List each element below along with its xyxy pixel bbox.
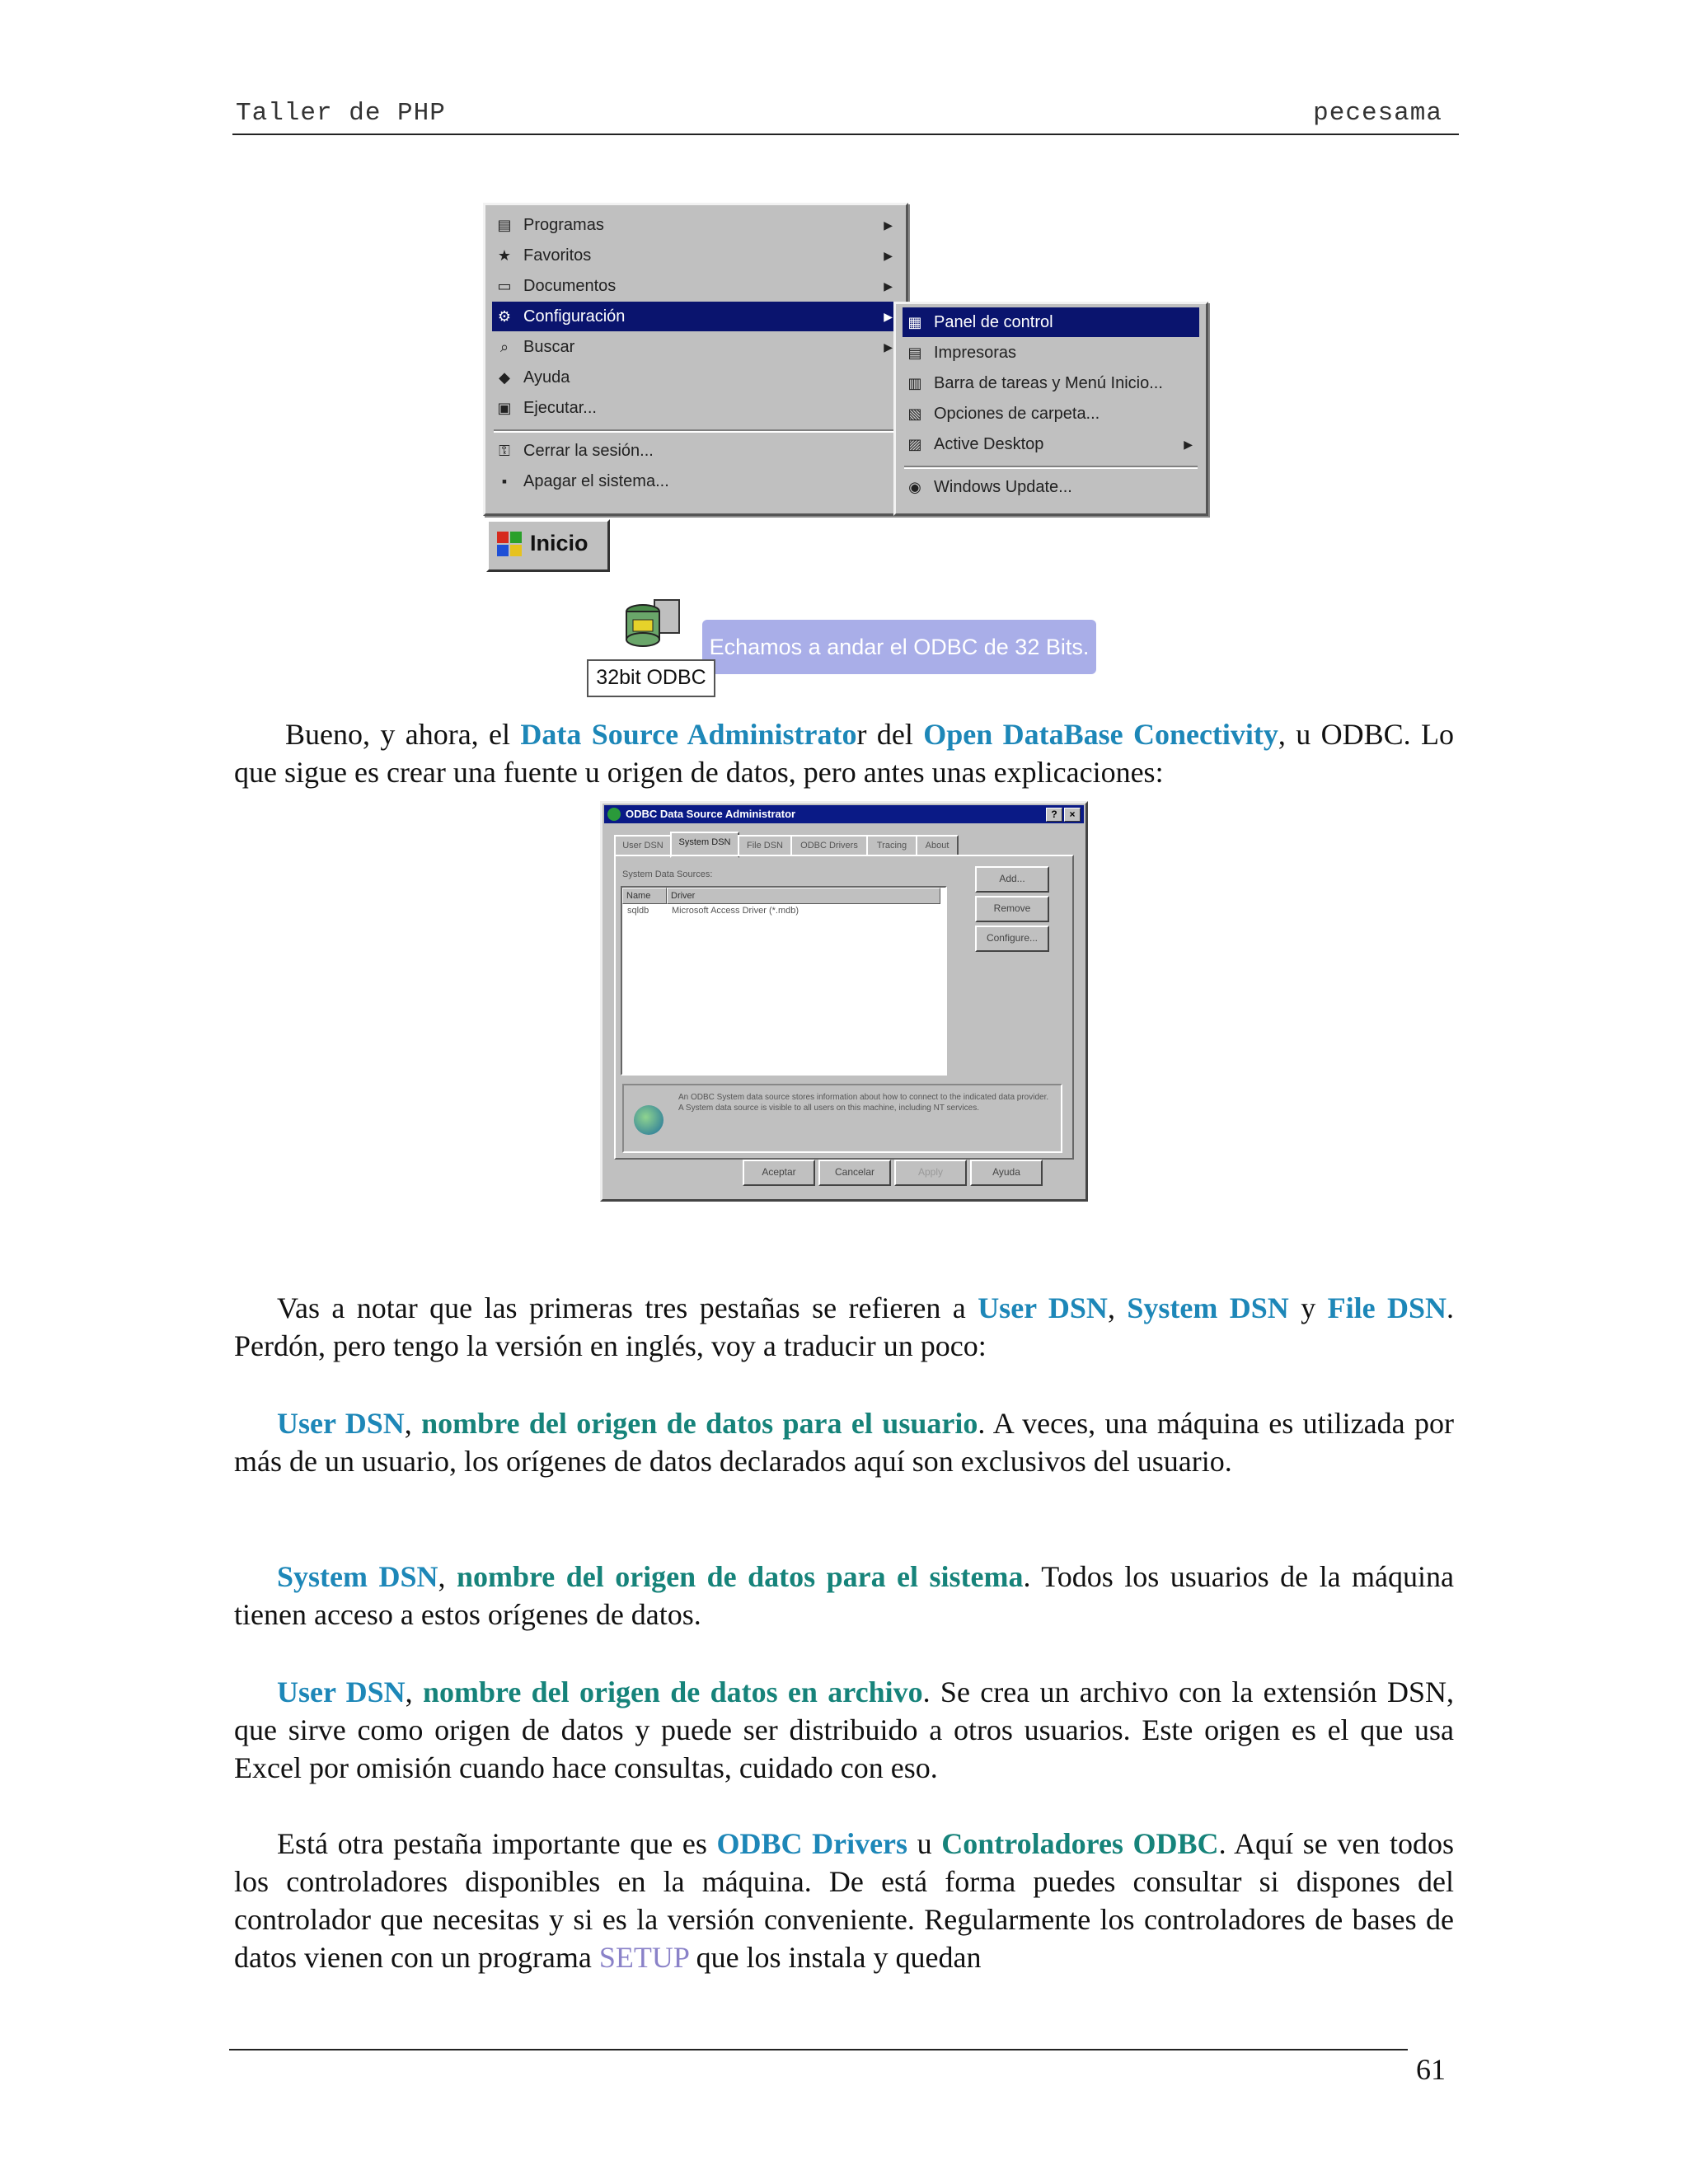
remove-button[interactable]: Remove <box>975 896 1049 922</box>
odbc-globe-icon <box>607 808 621 821</box>
settings-submenu <box>893 302 1208 516</box>
submenu-item-folder-options[interactable]: ▧ Opciones de carpeta... <box>903 399 1199 429</box>
list-label: System Data Sources: <box>622 869 713 879</box>
highlight-system-dsn: System DSN <box>1127 1291 1289 1324</box>
submenu-item-printers[interactable]: ▤ Impresoras <box>903 338 1199 368</box>
header-left-title: Taller de PHP <box>236 99 446 128</box>
highlight-system-dsn-description: nombre del origen de datos para el sistema <box>456 1560 1024 1593</box>
tab-tracing[interactable]: Tracing <box>866 835 917 856</box>
highlight-file-dsn-description: nombre del origen de datos en archivo <box>422 1675 923 1708</box>
highlight-setup: SETUP <box>598 1941 689 1974</box>
list-item-name[interactable]: sqldb <box>627 906 649 916</box>
odbc-dialog <box>600 801 1088 1202</box>
highlight-odbc-drivers: ODBC Drivers <box>716 1827 908 1860</box>
logoff-icon: ⚿ <box>499 443 510 459</box>
odbc-icon[interactable] <box>618 595 684 657</box>
dialog-title: ODBC Data Source Administrator <box>626 808 796 820</box>
paragraph-tabs: Vas a notar que las primeras tres pestañas se refieren a User DSN, System DSN y File DSN. Perdón, pero tengo la versión en inglés, voy a traducir un poco: <box>234 1291 1455 1362</box>
data-source-list[interactable] <box>621 886 947 1076</box>
paragraph-file-dsn: User DSN, nombre del origen de datos en archivo. Se crea un archivo con la extensión DSN, que sirve como origen de datos y puede ser distribuido a otros usuarios. Este origen es el que usa Excel por omisión cuando hace consultas, cuidado con eso. <box>234 1675 1454 1784</box>
apply-button[interactable]: Apply <box>894 1160 967 1186</box>
list-item-driver[interactable]: Microsoft Access Driver (*.mdb) <box>672 906 799 916</box>
submenu-arrow-icon: ▶ <box>884 218 893 232</box>
highlight-open-database-connectivity: Open DataBase Conectivity <box>923 718 1278 751</box>
menu-item-favorites[interactable]: ★ Favoritos ▶ <box>492 241 899 270</box>
highlight-user-dsn: User DSN <box>277 1675 406 1708</box>
menu-separator <box>494 429 898 433</box>
highlight-controladores-odbc: Controladores ODBC <box>941 1827 1219 1860</box>
tab-about[interactable]: About <box>916 835 959 856</box>
help-button[interactable]: ? <box>1046 808 1062 822</box>
highlight-user-dsn: User DSN <box>277 1407 405 1440</box>
close-button[interactable]: × <box>1064 808 1081 822</box>
highlight-user-dsn: User DSN <box>978 1291 1108 1324</box>
start-menu <box>483 203 908 516</box>
odbc-callout: Echamos a andar el ODBC de 32 Bits. <box>702 620 1096 674</box>
start-button-label: Inicio <box>530 531 588 555</box>
paragraph-user-dsn: User DSN, nombre del origen de datos para el usuario. A veces, una máquina es utilizada por más de un usuario, los orígenes de datos declarados aquí son exclusivos del usuario. <box>234 1407 1454 1478</box>
highlight-system-dsn: System DSN <box>277 1560 438 1593</box>
tab-user-dsn[interactable]: User DSN <box>614 835 672 856</box>
column-header-name[interactable]: Name <box>622 888 667 904</box>
paragraph-odbc-drivers: Está otra pestaña importante que es ODBC Drivers u Controladores ODBC. Aquí se ven todos los controladores disponibles en la máquina. De está forma puedes consultar si dispones del controlador que necesitas y si es la versión conveniente. Regularmente los controladores de bases de datos vienen con un programa SETUP que los instala y quedan <box>234 1827 1454 1974</box>
help-dialog-button[interactable]: Ayuda <box>970 1160 1043 1186</box>
menu-item-help[interactable]: ◆ Ayuda <box>492 363 899 392</box>
help-icon: ◆ <box>499 369 510 386</box>
menu-separator <box>904 466 1198 469</box>
submenu-arrow-icon: ▶ <box>884 249 893 262</box>
taskbar-icon: ▥ <box>907 375 922 391</box>
page-number: 61 <box>1416 2053 1446 2086</box>
add-button[interactable]: Add... <box>975 866 1049 893</box>
menu-item-shutdown[interactable]: ▪ Apagar el sistema... <box>492 466 899 496</box>
submenu-item-taskbar[interactable]: ▥ Barra de tareas y Menú Inicio... <box>903 368 1199 398</box>
configure-button[interactable]: Configure... <box>975 926 1049 952</box>
favorites-icon: ★ <box>497 247 512 264</box>
windows-update-icon: ◉ <box>908 479 921 495</box>
odbc-icon-label[interactable]: 32bit ODBC <box>587 659 715 697</box>
footer-rule <box>229 2049 1408 2050</box>
run-icon: ▣ <box>497 400 512 416</box>
info-box <box>622 1084 1062 1153</box>
submenu-item-active-desktop[interactable]: ▨ Active Desktop ▶ <box>903 429 1199 459</box>
paragraph-intro: Bueno, y ahora, el Data Source Administrator del Open DataBase Conectivity, u ODBC. Lo que sigue es crear una fuente u origen de datos, pero antes unas explicaciones: <box>234 718 1455 789</box>
submenu-arrow-icon: ▶ <box>1184 438 1193 451</box>
shutdown-icon: ▪ <box>501 473 508 490</box>
ok-button[interactable]: Aceptar <box>743 1160 815 1186</box>
tab-file-dsn[interactable]: File DSN <box>738 835 792 856</box>
menu-item-documents[interactable]: ▭ Documentos ▶ <box>492 271 899 301</box>
submenu-item-windows-update[interactable]: ◉ Windows Update... <box>903 472 1199 502</box>
menu-item-settings[interactable]: ⚙ Configuración ▶ <box>492 302 899 331</box>
windows-logo-icon <box>495 530 523 558</box>
column-header-driver[interactable]: Driver <box>667 888 940 904</box>
info-text: An ODBC System data source stores information about how to connect to the indicated data provider. A System data source is visible to all users on this machine, including NT services. <box>678 1093 1049 1113</box>
folder-options-icon: ▧ <box>907 405 922 422</box>
submenu-arrow-icon: ▶ <box>884 310 893 323</box>
start-button[interactable] <box>486 519 610 572</box>
highlight-user-dsn-description: nombre del origen de datos para el usuario <box>421 1407 978 1440</box>
page-header <box>232 97 1459 135</box>
globe-icon <box>634 1105 663 1135</box>
control-panel-icon: ▦ <box>907 314 922 330</box>
menu-item-run[interactable]: ▣ Ejecutar... <box>492 393 899 423</box>
highlight-file-dsn: File DSN <box>1327 1291 1447 1324</box>
submenu-arrow-icon: ▶ <box>884 279 893 293</box>
cancel-button[interactable]: Cancelar <box>818 1160 891 1186</box>
menu-item-logoff[interactable]: ⚿ Cerrar la sesión... <box>492 436 899 466</box>
search-icon: ⌕ <box>499 339 509 355</box>
menu-item-programs[interactable]: ▤ Programas ▶ <box>492 210 899 240</box>
settings-icon: ⚙ <box>497 308 512 325</box>
menu-item-search[interactable]: ⌕ Buscar ▶ <box>492 332 899 362</box>
submenu-item-control-panel[interactable]: ▦ Panel de control <box>903 307 1199 337</box>
programs-icon: ▤ <box>497 217 512 233</box>
dialog-titlebar <box>604 805 1084 823</box>
submenu-arrow-icon: ▶ <box>884 340 893 354</box>
highlight-data-source-administrator: Data Source Administrato <box>520 718 857 751</box>
active-desktop-icon: ▨ <box>907 436 922 452</box>
tab-system-dsn[interactable]: System DSN <box>670 832 739 858</box>
tab-odbc-drivers[interactable]: ODBC Drivers <box>790 835 868 856</box>
documents-icon: ▭ <box>497 278 512 294</box>
printers-icon: ▤ <box>907 344 922 361</box>
paragraph-system-dsn: System DSN, nombre del origen de datos para el sistema. Todos los usuarios de la máquina tienen acceso a estos orígenes de datos. <box>234 1560 1454 1631</box>
header-right-author: pecesama <box>1313 99 1442 128</box>
